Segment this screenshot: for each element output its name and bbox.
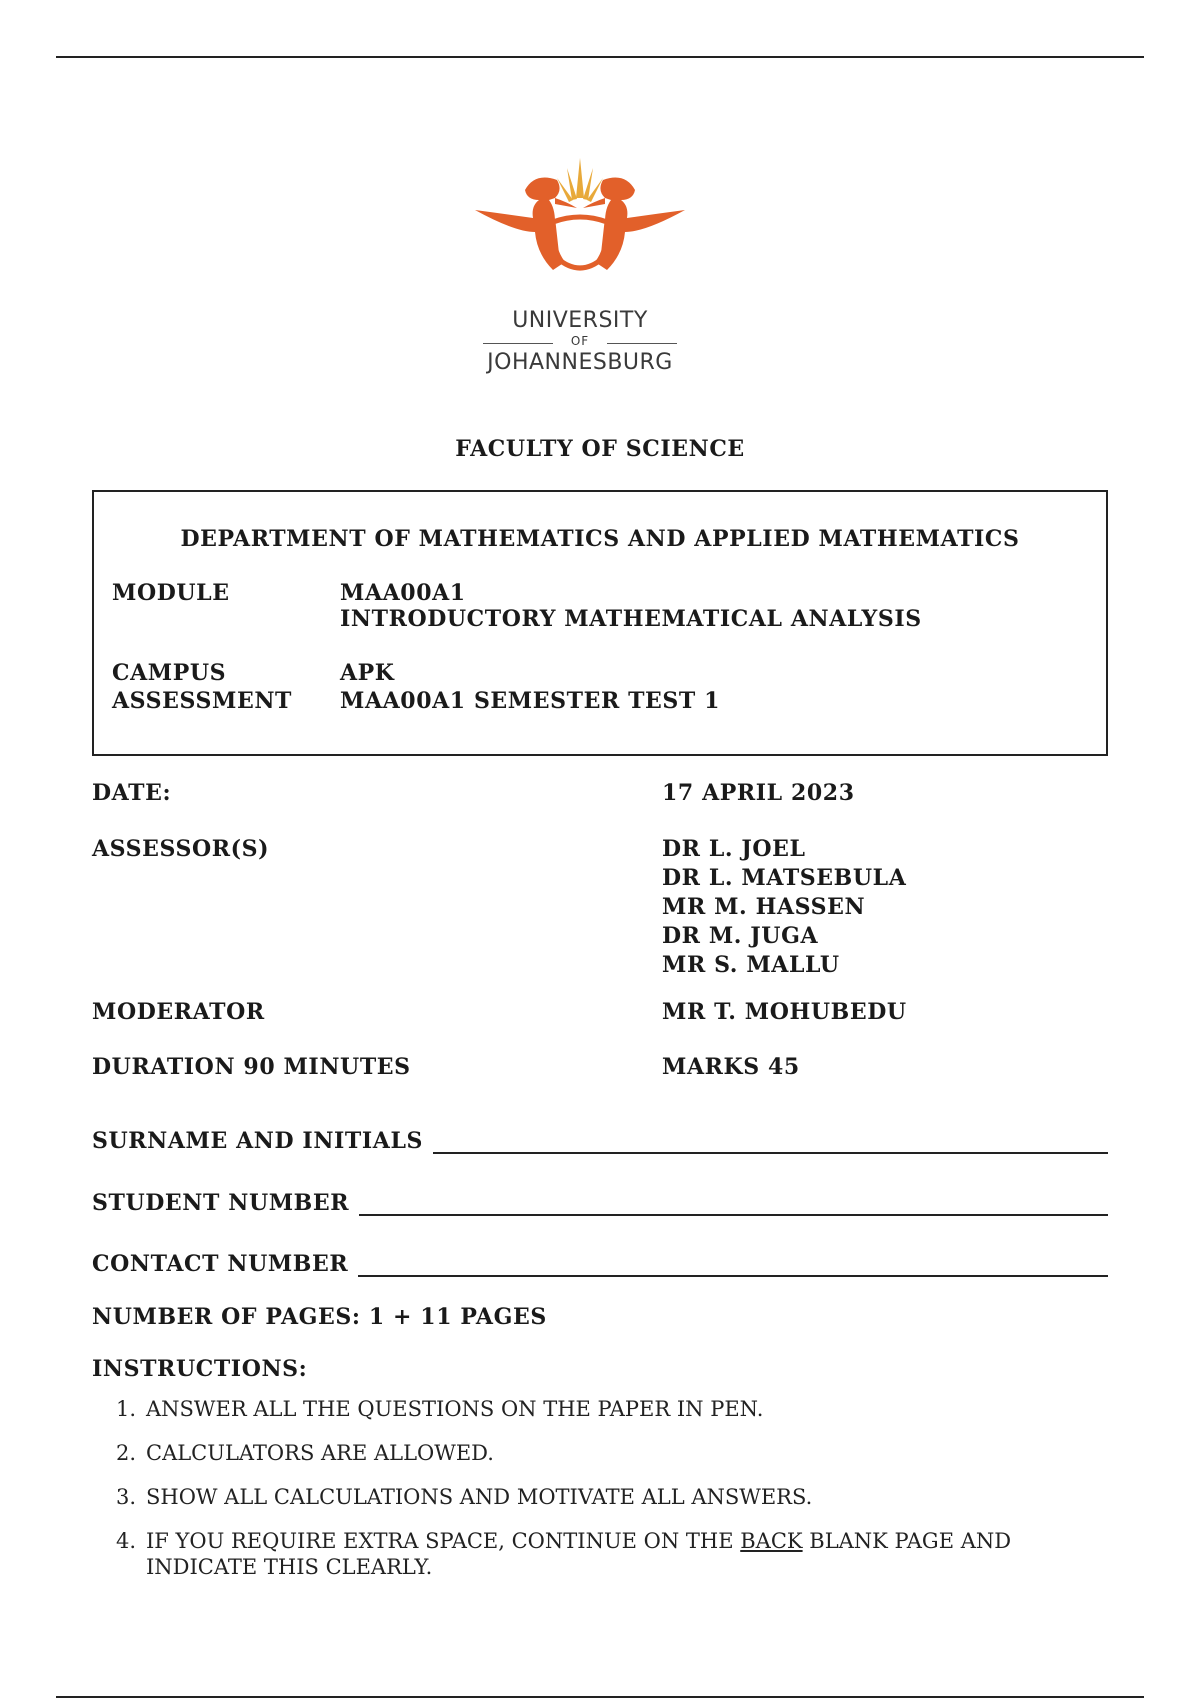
surname-label: SURNAME AND INITIALS xyxy=(92,1128,424,1154)
date-value: 17 APRIL 2023 xyxy=(662,780,855,806)
module-code: MAA00A1 xyxy=(340,580,466,606)
assessor-name: DR L. JOEL xyxy=(662,836,806,862)
assessors-list xyxy=(662,836,906,981)
student-number-field[interactable] xyxy=(92,1190,1108,1216)
assessor-name: MR M. HASSEN xyxy=(662,894,866,920)
contact-number-label: CONTACT NUMBER xyxy=(92,1251,349,1277)
campus-label: CAMPUS xyxy=(112,660,227,686)
student-number-label: STUDENT NUMBER xyxy=(92,1190,350,1216)
logo-text-johannesburg: JOHANNESBURG xyxy=(487,350,673,375)
assessors-label: ASSESSOR(S) xyxy=(92,836,270,862)
duration: DURATION 90 MINUTES xyxy=(92,1054,411,1080)
marks: MARKS 45 xyxy=(662,1054,800,1080)
instruction-item: 4. IF YOU REQUIRE EXTRA SPACE, CONTINUE ON THE BACK BLANK PAGE AND INDICATE THIS CLEARLY. xyxy=(116,1529,1012,1579)
university-logo xyxy=(445,150,715,390)
assessment-label: ASSESSMENT xyxy=(112,688,293,714)
campus-value: APK xyxy=(340,660,395,686)
contact-number-line[interactable] xyxy=(358,1257,1108,1277)
module-label: MODULE xyxy=(112,580,230,606)
instructions-heading: INSTRUCTIONS: xyxy=(92,1356,308,1382)
contact-number-field[interactable] xyxy=(92,1251,1108,1277)
instruction-item: 1. ANSWER ALL THE QUESTIONS ON THE PAPER IN PEN. xyxy=(116,1397,764,1421)
moderator-label: MODERATOR xyxy=(92,999,265,1025)
student-number-line[interactable] xyxy=(359,1196,1108,1216)
logo-divider-right xyxy=(607,343,677,344)
assessment-value: MAA00A1 SEMESTER TEST 1 xyxy=(340,688,721,714)
assessor-name: DR M. JUGA xyxy=(662,923,819,949)
faculty-title: FACULTY OF SCIENCE xyxy=(455,436,745,462)
number-of-pages: NUMBER OF PAGES: 1 + 11 PAGES xyxy=(92,1304,547,1330)
assessor-name: MR S. MALLU xyxy=(662,952,840,978)
logo-text-of: OF xyxy=(570,334,590,348)
date-label: DATE: xyxy=(92,780,172,806)
assessor-name: DR L. MATSEBULA xyxy=(662,865,907,891)
module-name: INTRODUCTORY MATHEMATICAL ANALYSIS xyxy=(340,606,922,632)
module-info-box xyxy=(92,490,1108,756)
surname-field[interactable] xyxy=(92,1128,1108,1154)
top-rule xyxy=(56,56,1144,58)
underlined-back: BACK xyxy=(740,1529,803,1553)
moderator-value: MR T. MOHUBEDU xyxy=(662,999,907,1025)
instruction-item: 3. SHOW ALL CALCULATIONS AND MOTIVATE ALL ANSWERS. xyxy=(116,1485,813,1509)
bottom-rule xyxy=(56,1696,1144,1698)
instructions-list xyxy=(116,1396,1116,1598)
department-title: DEPARTMENT OF MATHEMATICS AND APPLIED MATHEMATICS xyxy=(180,526,1020,552)
instruction-item: 2. CALCULATORS ARE ALLOWED. xyxy=(116,1441,494,1465)
logo-text-university: UNIVERSITY xyxy=(512,308,648,333)
surname-line[interactable] xyxy=(433,1134,1108,1154)
hoopoe-birds-emblem xyxy=(445,150,715,300)
